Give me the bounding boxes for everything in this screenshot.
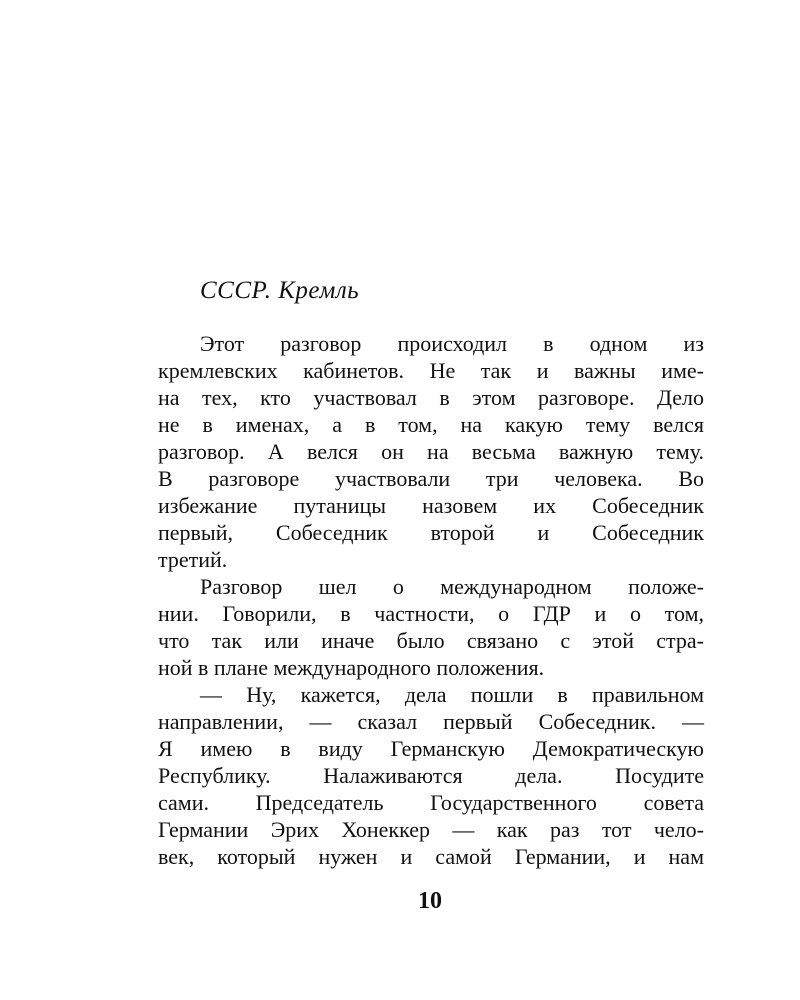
text-line: век, который нужен и самой Германии, и нам bbox=[158, 844, 704, 869]
text-line: ной в плане международного положения. bbox=[158, 655, 545, 680]
text-line: Этот разговор происходил в одном из bbox=[200, 331, 704, 356]
text-line: сами. Председатель Государственного совета bbox=[158, 790, 704, 815]
page-number: 10 bbox=[418, 888, 442, 914]
text-line: третий. bbox=[158, 547, 228, 572]
text-line: первый, Собеседник второй и Собеседник bbox=[158, 520, 704, 545]
text-line: Разговор шел о международном положе- bbox=[200, 574, 704, 599]
text-line: не в именах, а в том, на какую тему велся bbox=[158, 412, 704, 437]
section-heading: СССР. Кремль bbox=[200, 277, 360, 304]
text-line: кремлевских кабинетов. Не так и важны име- bbox=[158, 358, 704, 383]
text-line: Республику. Налаживаются дела. Посудите bbox=[158, 763, 704, 788]
text-line: на тех, кто участвовал в этом разговоре. Дело bbox=[158, 385, 704, 410]
text-line: Германии Эрих Хонеккер — как раз тот чело- bbox=[158, 817, 704, 842]
text-line: — Ну, кажется, дела пошли в правильном bbox=[200, 682, 704, 707]
text-line: В разговоре участвовали три человека. Во bbox=[158, 466, 704, 491]
text-line: нии. Говорили, в частности, о ГДР и о том, bbox=[158, 601, 704, 626]
text-line: разговор. А велся он на весьма важную тему. bbox=[158, 439, 704, 464]
text-line: что так или иначе было связано с этой стра- bbox=[158, 628, 704, 653]
text-line: Я имею в виду Германскую Демократическую bbox=[158, 736, 704, 761]
body-text bbox=[158, 330, 704, 870]
text-line: избежание путаницы назовем их Собеседник bbox=[158, 493, 704, 518]
text-line: направлении, — сказал первый Собеседник. — bbox=[158, 709, 704, 734]
